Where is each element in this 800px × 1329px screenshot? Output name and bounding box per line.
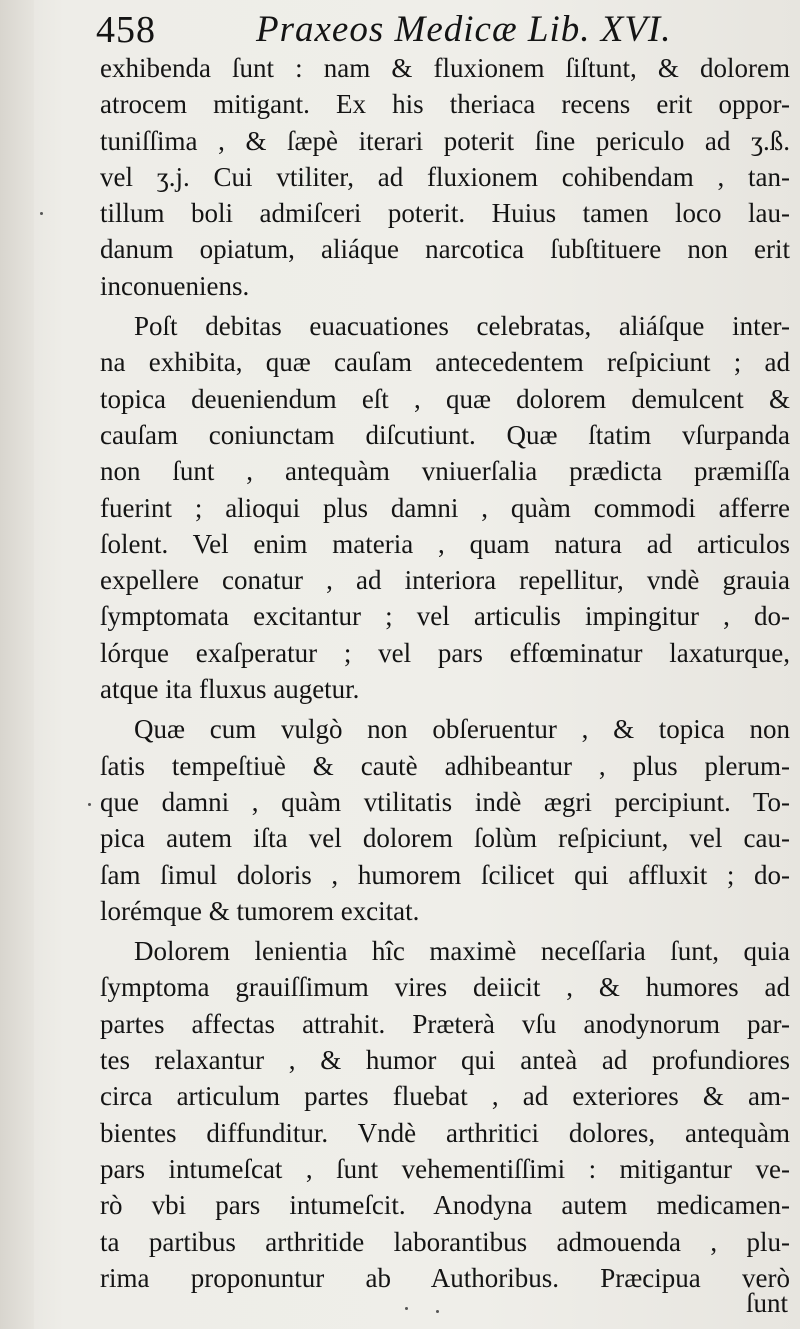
text-line: lórque exaſperatur ; vel pars effœminatur laxaturque, bbox=[100, 637, 790, 668]
running-head: Praxeos Medicæ Lib. XVI. bbox=[256, 9, 672, 50]
text-line: tillum boli admiſceri poterit. Huius tamen loco lau- bbox=[100, 198, 790, 229]
text-line: ſolent. Vel enim materia , quam natura ad articulos bbox=[100, 528, 790, 559]
text-line: pars intumeſcat , ſunt vehementiſſimi : mitigantur ve- bbox=[100, 1153, 790, 1184]
text-line: ſymptomata excitantur ; vel articulis impingitur , do- bbox=[100, 601, 790, 632]
page-gutter bbox=[0, 0, 34, 1329]
text-line: tes relaxantur , & humor qui anteà ad profundiores bbox=[100, 1045, 790, 1076]
text-line: exhibenda ſunt : nam & fluxionem ſiſtunt, & dolorem bbox=[100, 53, 790, 83]
text-line: tuniſſima , & ſæpè iterari poterit ſine periculo ad ʒ.ß. bbox=[100, 125, 790, 156]
text-line: ſam ſimul doloris , humorem ſcilicet qui affluxit ; do- bbox=[100, 859, 790, 890]
text-line: pica autem iſta vel dolorem ſolùm reſpiciunt, vel cau- bbox=[100, 823, 790, 854]
text-line: inconueniens. bbox=[100, 270, 250, 301]
text-line: non ſunt , antequàm vniuerſalia prædicta præmiſſa bbox=[100, 456, 790, 487]
text-line: ſymptoma grauiſſimum vires deiicit , & humores ad bbox=[100, 972, 790, 1003]
text-line: Dolorem lenientia hîc maximè neceſſaria ſunt, quia bbox=[134, 936, 790, 967]
text-line: ta partibus arthritide laborantibus admouenda , plu- bbox=[100, 1226, 790, 1257]
body-text bbox=[100, 50, 790, 1296]
text-line: vel ʒ.j. Cui vtiliter, ad fluxionem cohibendam , tan- bbox=[100, 161, 790, 192]
text-line: rima proponuntur ab Authoribus. Præcipua verò bbox=[100, 1262, 790, 1293]
text-line: topica deueniendum eſt , quæ dolorem demulcent & bbox=[100, 383, 790, 414]
text-line: atrocem mitigant. Ex his theriaca recens erit oppor- bbox=[100, 89, 790, 120]
ink-speck bbox=[40, 212, 43, 215]
text-line: cauſam coniunctam diſcutiunt. Quæ ſtatim vſurpanda bbox=[100, 419, 790, 450]
text-line: partes affectas attrahit. Præterà vſu anodynorum par- bbox=[100, 1008, 790, 1039]
text-line: expellere conatur , ad interiora repellitur, vndè grauia bbox=[100, 565, 790, 596]
paragraph bbox=[100, 711, 790, 929]
text-line: circa articulum partes fluebat , ad exteriores & am- bbox=[100, 1081, 790, 1112]
text-line: atque ita fluxus augetur. bbox=[100, 674, 360, 705]
text-line: que damni , quàm vtilitatis indè ægri percipiunt. To- bbox=[100, 786, 790, 817]
text-line: bientes diffunditur. Vndè arthritici dolores, antequàm bbox=[100, 1117, 790, 1148]
text-line: lorémque & tumorem excitat. bbox=[100, 895, 420, 926]
paragraph bbox=[100, 50, 790, 304]
page-number: 458 bbox=[96, 9, 156, 51]
text-line: fuerint ; alioqui plus damni , quàm commodi afferre bbox=[100, 492, 790, 523]
text-line: Quæ cum vulgò non obſeruentur , & topica non bbox=[134, 714, 790, 745]
text-line: ſatis tempeſtiuè & cautè adhibeantur , plus plerum- bbox=[100, 750, 790, 781]
text-line: rò vbi pars intumeſcit. Anodyna autem medicamen- bbox=[100, 1190, 790, 1221]
paragraph bbox=[100, 933, 790, 1296]
text-line: Poſt debitas euacuationes celebratas, aliáſque inter- bbox=[134, 311, 790, 342]
paragraph bbox=[100, 308, 790, 707]
ink-speck bbox=[436, 1310, 439, 1313]
text-line: na exhibita, quæ cauſam antecedentem reſpiciunt ; ad bbox=[100, 347, 790, 378]
ink-speck bbox=[405, 1307, 408, 1310]
ink-speck bbox=[88, 803, 91, 806]
catchword: ſunt bbox=[745, 1288, 788, 1318]
text-line: danum opiatum, aliáque narcotica ſubſtituere non erit bbox=[100, 234, 790, 265]
